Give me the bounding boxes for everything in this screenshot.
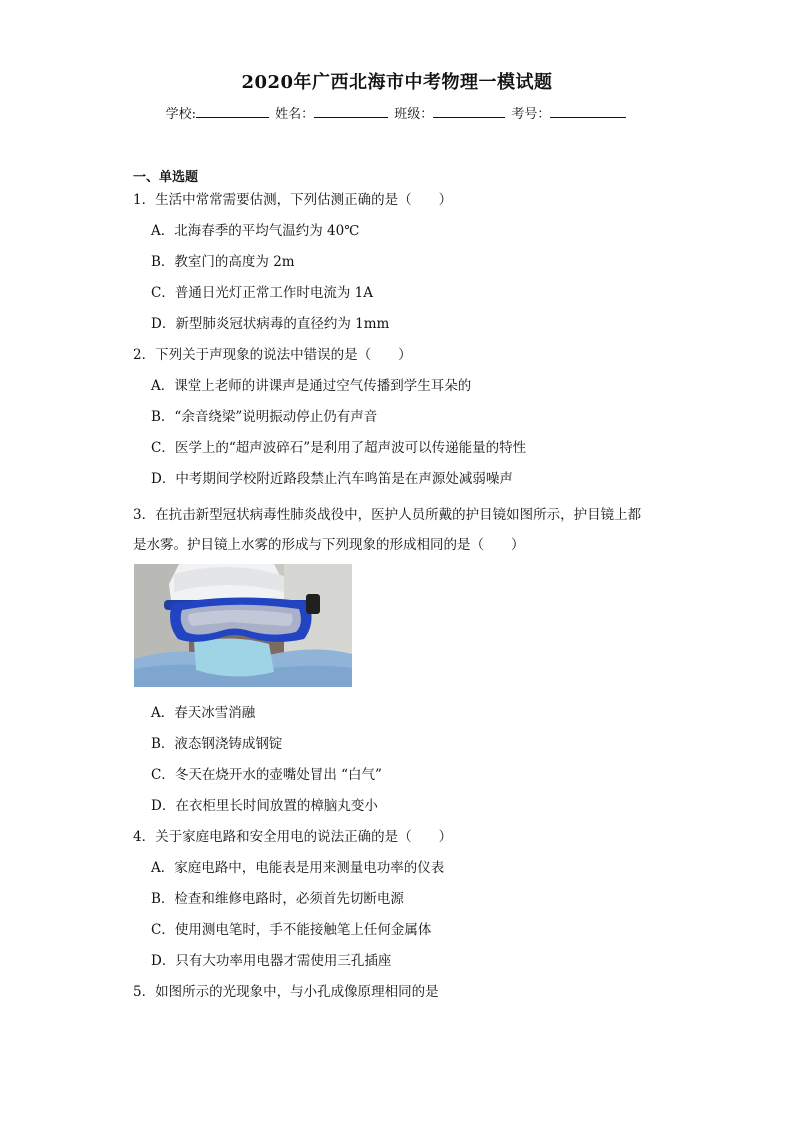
question-3-option-a: A．春天冰雪消融 bbox=[151, 705, 256, 721]
question-3-option-c: C．冬天在烧开水的壶嘴处冒出 “白气” bbox=[151, 767, 382, 783]
question-4-option-c: C．使用测电笔时，手不能接触笔上任何金属体 bbox=[151, 922, 432, 938]
question-1-option-b: B．教室门的高度为 2m bbox=[151, 254, 295, 270]
page-title: 2020年广西北海市中考物理一模试题 bbox=[241, 72, 553, 93]
question-3-stem-line-2: 是水雾。护目镜上水雾的形成与下列现象的形成相同的是（ ） bbox=[133, 537, 525, 553]
school-label: 学校: bbox=[165, 107, 196, 122]
question-2-option-b: B．“余音绕梁”说明振动停止仍有声音 bbox=[151, 409, 378, 425]
school-blank bbox=[196, 105, 269, 118]
question-4-option-a: A．家庭电路中，电能表是用来测量电功率的仪表 bbox=[151, 860, 445, 876]
class-label: 班级： bbox=[394, 107, 434, 122]
question-5-stem: 5．如图所示的光现象中，与小孔成像原理相同的是 bbox=[133, 984, 439, 1000]
student-info-line bbox=[0, 103, 794, 122]
question-3-option-d: D．在衣柜里长时间放置的樟脑丸变小 bbox=[151, 798, 378, 814]
class-blank bbox=[433, 105, 505, 118]
question-1-option-c: C．普通日光灯正常工作时电流为 1A bbox=[151, 285, 373, 301]
question-2-option-c: C．医学上的“超声波碎石”是利用了超声波可以传递能量的特性 bbox=[151, 440, 527, 456]
question-3-stem-line-1: 3．在抗击新型冠状病毒性肺炎战役中，医护人员所戴的护目镜如图所示，护目镜上都 bbox=[133, 507, 642, 523]
question-list bbox=[133, 190, 673, 1013]
question-2-stem: 2．下列关于声现象的说法中错误的是（ ） bbox=[133, 347, 412, 363]
question-1-stem: 1．生活中常常需要估测，下列估测正确的是（ ） bbox=[133, 192, 453, 208]
question-2-option-d: D．中考期间学校附近路段禁止汽车鸣笛是在声源处减弱噪声 bbox=[151, 471, 513, 487]
section-title: 一、单选题 bbox=[133, 170, 199, 185]
question-1-option-a: A．北海春季的平均气温约为 40℃ bbox=[151, 223, 360, 239]
question-4-option-d: D．只有大功率用电器才需使用三孔插座 bbox=[151, 953, 392, 969]
name-blank bbox=[314, 105, 388, 118]
exam-no-blank bbox=[550, 105, 626, 118]
exam-no-label: 考号： bbox=[511, 107, 551, 122]
question-4-stem: 4．关于家庭电路和安全用电的说法正确的是（ ） bbox=[133, 829, 453, 845]
name-label: 姓名： bbox=[275, 107, 315, 122]
question-4-option-b: B．检查和维修电路时，必须首先切断电源 bbox=[151, 891, 404, 907]
question-3-stem bbox=[133, 500, 673, 560]
question-1-option-d: D．新型肺炎冠状病毒的直径约为 1mm bbox=[151, 316, 390, 332]
question-2-option-a: A．课堂上老师的讲课声是通过空气传播到学生耳朵的 bbox=[151, 378, 472, 394]
goggles-photo bbox=[134, 564, 352, 687]
question-3-option-b: B．液态钢浇铸成钢锭 bbox=[151, 736, 283, 752]
